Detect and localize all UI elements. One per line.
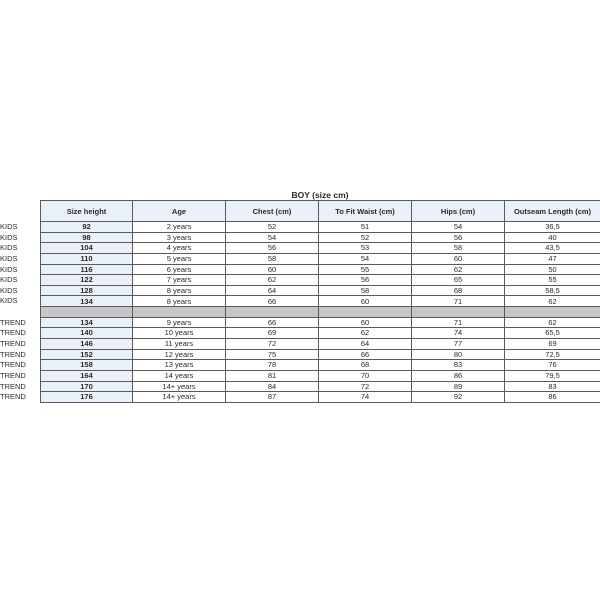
table-cell: 62 [505, 296, 600, 307]
table-cell: 43,5 [505, 243, 600, 254]
row-group-label: TREND [0, 381, 26, 391]
table-cell: 60 [319, 317, 412, 328]
table-cell: 66 [319, 349, 412, 360]
table-cell: 83 [505, 381, 600, 392]
table-cell: 176 [41, 392, 133, 403]
header-age: Age [133, 201, 226, 222]
table-row [41, 264, 600, 275]
table-row [41, 275, 600, 286]
separator-cell [319, 307, 412, 318]
table-row [41, 285, 600, 296]
table-cell: 54 [412, 222, 505, 233]
table-row [41, 360, 600, 371]
table-cell: 66 [226, 317, 319, 328]
table-cell: 10 years [133, 328, 226, 339]
table-cell: 3 years [133, 232, 226, 243]
table-cell: 66 [226, 296, 319, 307]
row-group-label: TREND [0, 349, 26, 359]
table-cell: 12 years [133, 349, 226, 360]
table-cell: 7 years [133, 275, 226, 286]
table-cell: 77 [412, 339, 505, 350]
row-group-labels [0, 222, 40, 403]
row-group-label: KIDS [0, 243, 18, 253]
table-cell: 52 [319, 232, 412, 243]
table-cell: 72,5 [505, 349, 600, 360]
table-cell: 158 [41, 360, 133, 371]
table-cell: 11 years [133, 339, 226, 350]
row-group-label: KIDS [0, 222, 18, 231]
label-gap [0, 307, 40, 318]
table-cell: 58 [226, 253, 319, 264]
table-cell: 64 [226, 285, 319, 296]
table-cell: 86 [412, 370, 505, 381]
separator-cell [226, 307, 319, 318]
table-cell: 128 [41, 285, 133, 296]
table-cell: 55 [505, 275, 600, 286]
table-cell: 52 [226, 222, 319, 233]
table-cell: 68 [412, 285, 505, 296]
header-chest: Chest (cm) [226, 201, 319, 222]
table-cell: 164 [41, 370, 133, 381]
table-cell: 62 [505, 317, 600, 328]
table-cell: 110 [41, 253, 133, 264]
table-cell: 14 years [133, 370, 226, 381]
table-cell: 6 years [133, 264, 226, 275]
table-cell: 122 [41, 275, 133, 286]
table-cell: 5 years [133, 253, 226, 264]
table-cell: 81 [226, 370, 319, 381]
table-cell: 62 [412, 264, 505, 275]
table-row [41, 328, 600, 339]
table-cell: 55 [319, 264, 412, 275]
row-group-label: TREND [0, 328, 26, 338]
table-cell: 65,5 [505, 328, 600, 339]
table-cell: 134 [41, 296, 133, 307]
table-cell: 74 [319, 392, 412, 403]
table-title: BOY (size cm) [291, 190, 349, 200]
table-cell: 72 [319, 381, 412, 392]
row-group-label: KIDS [0, 285, 18, 295]
table-cell: 56 [226, 243, 319, 254]
table-cell: 80 [412, 349, 505, 360]
table-cell: 68 [319, 360, 412, 371]
table-cell: 92 [41, 222, 133, 233]
table-cell: 50 [505, 264, 600, 275]
header-waist: To Fit Waist (cm) [319, 201, 412, 222]
table-cell: 56 [319, 275, 412, 286]
table-cell: 76 [505, 360, 600, 371]
table-cell: 9 years [133, 317, 226, 328]
table-cell: 54 [319, 253, 412, 264]
table-cell: 58 [412, 243, 505, 254]
table-cell: 36,5 [505, 222, 600, 233]
header-outseam: Outseam Length (cm) [505, 201, 600, 222]
table-row [41, 253, 600, 264]
row-group-label: TREND [0, 392, 26, 402]
table-cell: 84 [226, 381, 319, 392]
table-cell: 140 [41, 328, 133, 339]
table-cell: 69 [505, 339, 600, 350]
row-group-label: TREND [0, 370, 26, 380]
table-cell: 14+ years [133, 381, 226, 392]
table-row [41, 381, 600, 392]
table-cell: 58 [319, 285, 412, 296]
table-row [41, 222, 600, 233]
table-cell: 89 [412, 381, 505, 392]
table-row [41, 317, 600, 328]
table-cell: 74 [412, 328, 505, 339]
row-group-label: TREND [0, 317, 26, 327]
header-size-height: Size height [41, 201, 133, 222]
size-chart-table [40, 200, 600, 403]
table-cell: 69 [226, 328, 319, 339]
header-row [41, 201, 600, 222]
table-row [41, 243, 600, 254]
table-cell: 65 [412, 275, 505, 286]
table-cell: 83 [412, 360, 505, 371]
table-cell: 134 [41, 317, 133, 328]
separator-cell [133, 307, 226, 318]
table-cell: 13 years [133, 360, 226, 371]
table-cell: 51 [319, 222, 412, 233]
row-group-label: TREND [0, 360, 26, 370]
table-cell: 92 [412, 392, 505, 403]
table-cell: 152 [41, 349, 133, 360]
table-row [41, 370, 600, 381]
table-cell: 54 [226, 232, 319, 243]
table-cell: 71 [412, 296, 505, 307]
table-cell: 8 years [133, 285, 226, 296]
table-cell: 4 years [133, 243, 226, 254]
group-separator-row [41, 307, 600, 318]
table-cell: 40 [505, 232, 600, 243]
table-row [41, 339, 600, 350]
separator-cell [41, 307, 133, 318]
table-cell: 104 [41, 243, 133, 254]
table-cell: 8 years [133, 296, 226, 307]
table-cell: 70 [319, 370, 412, 381]
table-cell: 75 [226, 349, 319, 360]
table-row [41, 392, 600, 403]
table-cell: 170 [41, 381, 133, 392]
table-cell: 146 [41, 339, 133, 350]
table-cell: 72 [226, 339, 319, 350]
row-group-label: KIDS [0, 232, 18, 242]
table-row [41, 349, 600, 360]
table-cell: 71 [412, 317, 505, 328]
row-group-label: KIDS [0, 264, 18, 274]
table-cell: 78 [226, 360, 319, 371]
table-row [41, 232, 600, 243]
table-cell: 62 [319, 328, 412, 339]
table-cell: 116 [41, 264, 133, 275]
table-cell: 79,5 [505, 370, 600, 381]
table-cell: 60 [319, 296, 412, 307]
table-cell: 60 [226, 264, 319, 275]
table-cell: 14+ years [133, 392, 226, 403]
table-cell: 2 years [133, 222, 226, 233]
table-cell: 62 [226, 275, 319, 286]
table-cell: 98 [41, 232, 133, 243]
table-cell: 64 [319, 339, 412, 350]
table-cell: 86 [505, 392, 600, 403]
table-cell: 58,5 [505, 285, 600, 296]
separator-cell [412, 307, 505, 318]
table-cell: 60 [412, 253, 505, 264]
header-hips: Hips (cm) [412, 201, 505, 222]
row-group-label: KIDS [0, 253, 18, 263]
separator-cell [505, 307, 600, 318]
table-cell: 47 [505, 253, 600, 264]
table-row [41, 296, 600, 307]
table-cell: 56 [412, 232, 505, 243]
table-cell: 87 [226, 392, 319, 403]
row-group-label: KIDS [0, 275, 18, 285]
row-group-label: KIDS [0, 296, 18, 306]
table-cell: 53 [319, 243, 412, 254]
row-group-label: TREND [0, 339, 26, 349]
